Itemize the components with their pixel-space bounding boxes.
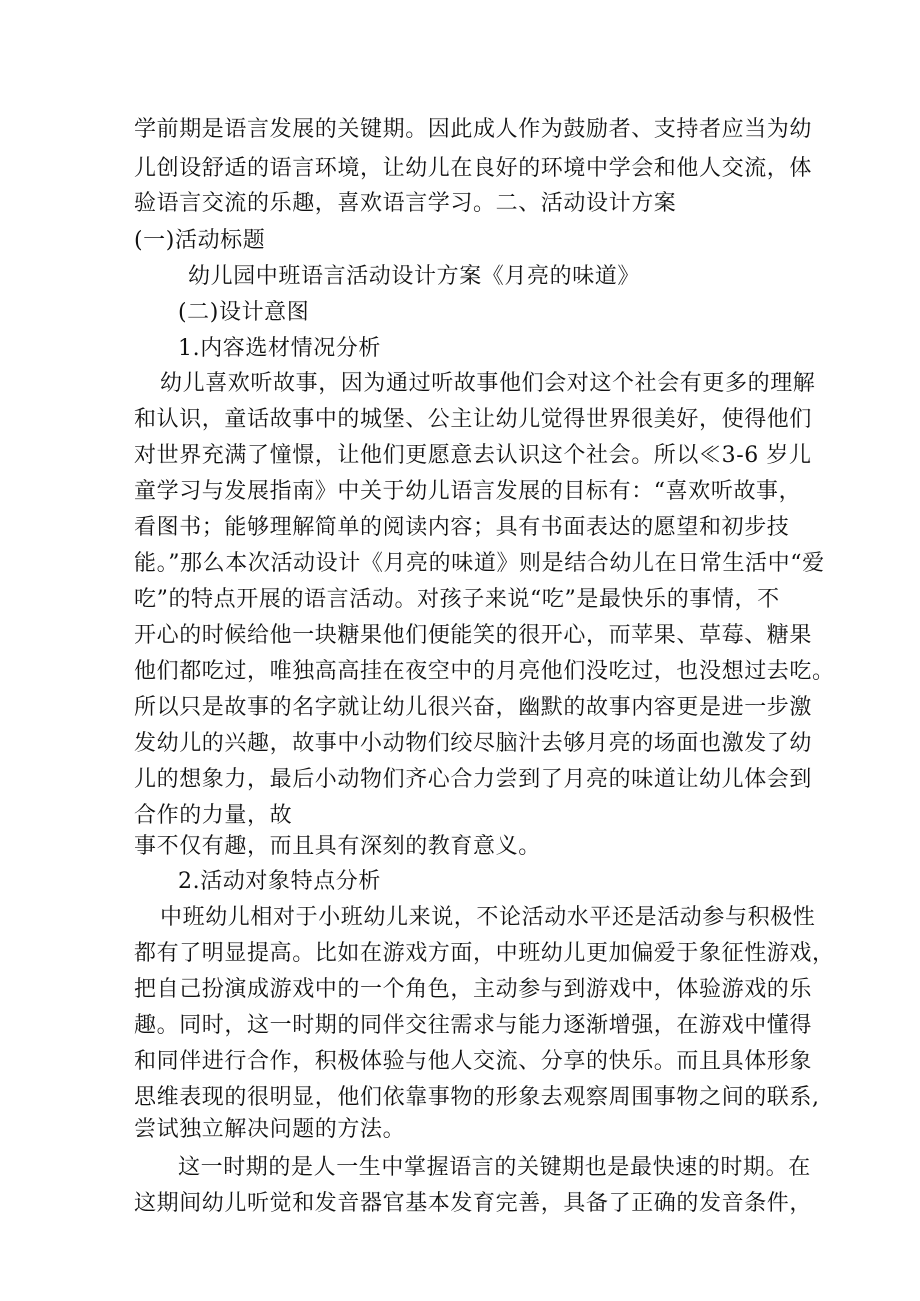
paragraph-line: 开心的时候给他一块糖果他们便能笑的很开心，而苹果、草莓、糖果 xyxy=(134,623,813,648)
subsection-heading: 2.活动对象特点分析 xyxy=(178,869,381,894)
paragraph-line: 所以只是故事的名字就让幼儿很兴奋，幽默的故事内容更是进一步激 xyxy=(134,695,813,720)
paragraph-line: 验语言交流的乐趣，喜欢语言学习。二、活动设计方案 xyxy=(134,191,677,216)
paragraph-line: 幼儿喜欢听故事，因为通过听故事他们会对这个社会有更多的理解 xyxy=(160,371,816,396)
section-heading: (二)设计意图 xyxy=(178,300,310,325)
paragraph-line: 对世界充满了憧憬，让他们更愿意去认识这个社会。所以≪3-6 岁儿 xyxy=(134,443,812,468)
subsection-heading: 1.内容选材情况分析 xyxy=(178,336,381,361)
paragraph-line: 和同伴进行合作，积极体验与他人交流、分享的快乐。而且具体形象 xyxy=(134,1049,813,1074)
paragraph-line: 看图书；能够理解简单的阅读内容；具有书面表达的愿望和初步技 xyxy=(134,515,790,540)
paragraph-line: 思维表现的很明显，他们依靠事物的形象去观察周围事物之间的联系, xyxy=(134,1085,820,1110)
paragraph-line: 学前期是语言发展的关键期。因此成人作为鼓励者、支持者应当为幼 xyxy=(134,117,813,142)
paragraph-line: 他们都吃过，唯独高高挂在夜空中的月亮他们没吃过，也没想过去吃。 xyxy=(134,659,835,684)
paragraph-line: 和认识，童话故事中的城堡、公主让幼儿觉得世界很美好，使得他们 xyxy=(134,407,813,432)
paragraph-line: 中班幼儿相对于小班幼儿来说，不论活动水平还是活动参与积极性 xyxy=(160,905,816,930)
paragraph-line: 合作的力量，故 xyxy=(134,803,293,828)
activity-title: 幼儿园中班语言活动设计方案《月亮的味道》 xyxy=(188,264,641,289)
paragraph-line: 事不仅有趣，而且具有深刻的教育意义。 xyxy=(134,834,541,859)
paragraph-line: 发幼儿的兴趣，故事中小动物们绞尽脑汁去够月亮的场面也激发了幼 xyxy=(134,731,813,756)
paragraph-line: 趣。同时，这一时期的同伴交往需求与能力逐渐增强，在游戏中懂得 xyxy=(134,1013,813,1038)
paragraph-line: 这一时期的是人一生中掌握语言的关键期也是最快速的时期。在 xyxy=(178,1155,811,1180)
paragraph-line: 吃”的特点开展的语言活动。对孩子来说“吃”是最快乐的事情，不 xyxy=(134,587,780,612)
paragraph-line: 儿的想象力，最后小动物们齐心合力尝到了月亮的味道让幼儿体会到 xyxy=(134,767,813,792)
paragraph-line: 都有了明显提高。比如在游戏方面，中班幼儿更加偏爱于象征性游戏， xyxy=(134,941,835,966)
paragraph-line: 尝试独立解决问题的方法。 xyxy=(134,1117,406,1142)
paragraph-line: 儿创设舒适的语言环境，让幼儿在良好的环境中学会和他人交流，体 xyxy=(134,156,813,181)
paragraph-line: 这期间幼儿听觉和发音器官基本发育完善，具备了正确的发音条件， xyxy=(134,1191,813,1216)
paragraph-line: 把自己扮演成游戏中的一个角色，主动参与到游戏中，体验游戏的乐 xyxy=(134,977,813,1002)
section-heading: (一)活动标题 xyxy=(134,228,266,253)
paragraph-line: 能。”那么本次活动设计《月亮的味道》则是结合幼儿在日常生活中“爱 xyxy=(134,551,825,576)
paragraph-line: 童学习与发展指南》中关于幼儿语言发展的目标有：“喜欢听故事， xyxy=(134,479,802,504)
